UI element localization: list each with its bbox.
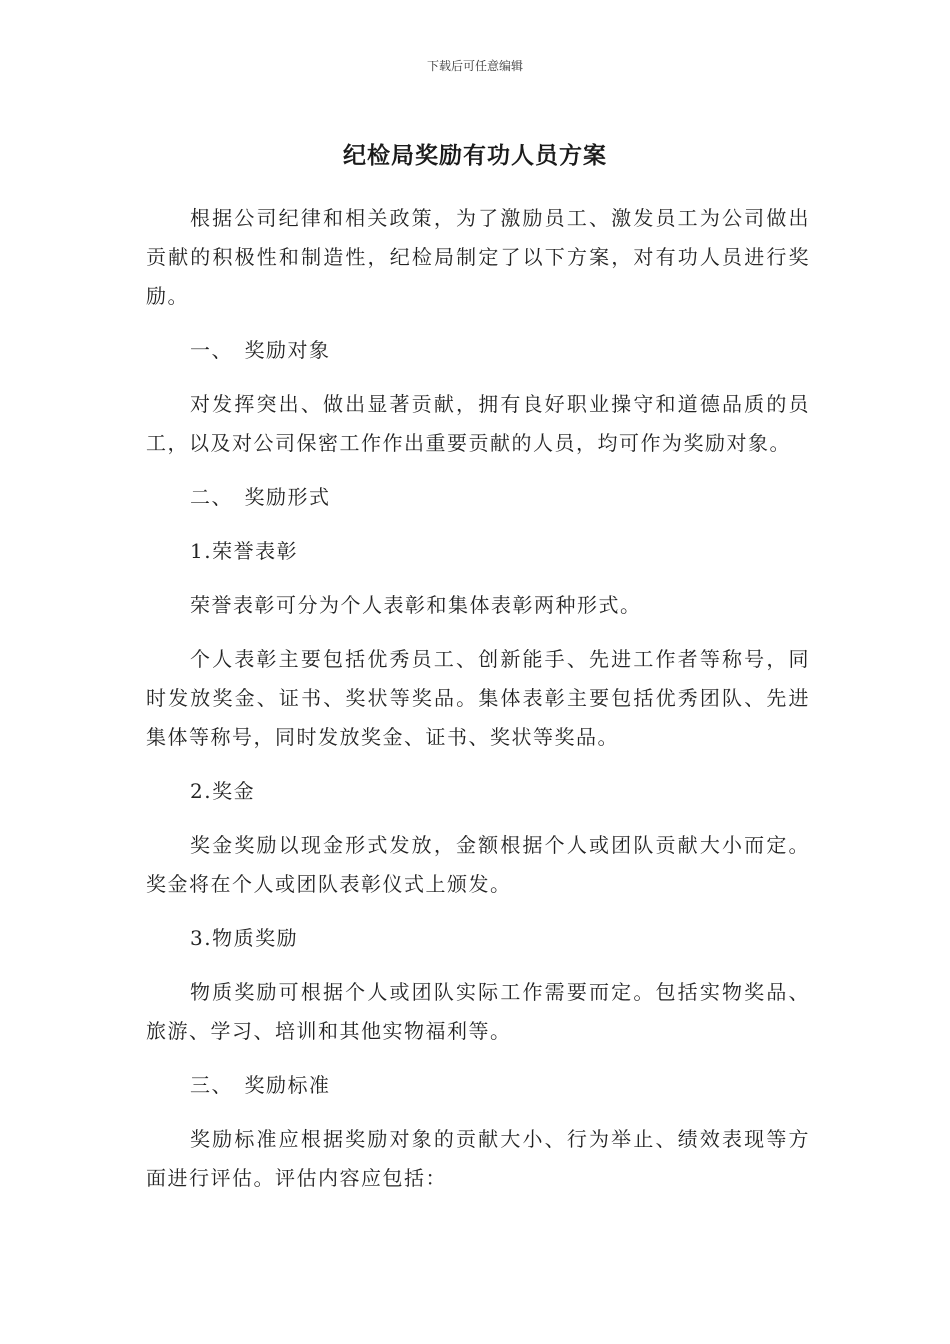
- header-note: 下载后可任意编辑: [426, 59, 523, 73]
- section-3-paragraph: 奖励标准应根据奖励对象的贡献大小、行为举止、绩效表现等方面进行评估。评估内容应包括：: [146, 1127, 810, 1190]
- document-title: 纪检局奖励有功人员方案: [343, 143, 607, 169]
- section-heading-1: 一、 奖励对象: [190, 338, 331, 362]
- subsection-1-paragraph-2: 个人表彰主要包括优秀员工、创新能手、先进工作者等称号，同时发放奖金、证书、奖状等奖品。集体表彰主要包括优秀团队、先进集体等称号，同时发放奖金、证书、奖状等奖品。: [146, 647, 810, 749]
- subsection-heading-2: 2.奖金: [190, 779, 256, 803]
- subsection-1-paragraph-1: 荣誉表彰可分为个人表彰和集体表彰两种形式。: [190, 593, 642, 617]
- section-heading-3: 三、 奖励标准: [190, 1073, 331, 1097]
- subsection-3-paragraph: 物质奖励可根据个人或团队实际工作需要而定。包括实物奖品、旅游、学习、培训和其他实物福利等。: [146, 980, 810, 1043]
- subsection-heading-1: 1.荣誉表彰: [190, 539, 299, 563]
- intro-paragraph: 根据公司纪律和相关政策，为了激励员工、激发员工为公司做出贡献的积极性和制造性，纪检局制定了以下方案，对有功人员进行奖励。: [146, 206, 810, 308]
- subsection-2-paragraph: 奖金奖励以现金形式发放，金额根据个人或团队贡献大小而定。奖金将在个人或团队表彰仪式上颁发。: [146, 833, 810, 896]
- subsection-heading-3: 3.物质奖励: [190, 926, 299, 950]
- section-heading-2: 二、 奖励形式: [190, 485, 331, 509]
- document-body: [146, 199, 810, 1213]
- section-1-paragraph: 对发挥突出、做出显著贡献，拥有良好职业操守和道德品质的员工，以及对公司保密工作作出重要贡献的人员，均可作为奖励对象。: [146, 392, 810, 455]
